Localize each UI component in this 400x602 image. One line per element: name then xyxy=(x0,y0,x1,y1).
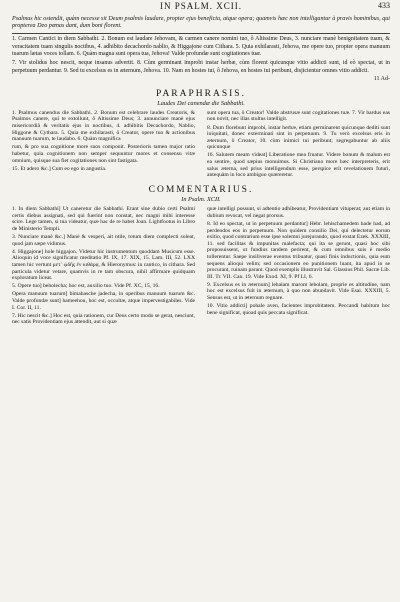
hymn-paragraph: 1. Carmen Cantici in diem Sabbathi. 2. Bonum est laudare Jehovam, & carmen canere nomini tuo, ô Altissime Deus, 3. nunciare manè benignitatem tuam, & veracitatem tuam singulis noctibus, 4. adhibito decachordo nablio, & Higgajone cum Cithara. 5. Quia exhilarasti, Jehova, me opere tuo, propter opera manuum tuarum lætas voces tollam. 6. Quàm magna sunt opera tua, Jehova! Valde profundæ sunt cogitationes tuæ. xyxy=(12,36,390,58)
commentary-note: Opera manuum tuarum] bimahasche jadecha, in operibus manuum tuarum &c. Valde profundæ sunt] hameehou, hoc est, occultæ, atque impervestigabiles. Vide I. Cor. II, 11. xyxy=(12,291,195,311)
commentarius-columns xyxy=(12,206,390,327)
commentary-note: 7. Hic nescit &c.] Hoc est, quia rationem, cur Deus certo modo se gerat, nesciunt, nec satis Providentiam ejus attendit, aut si quæ xyxy=(12,312,195,326)
section-subtitle-paraphrasis: Laudes Dei canendæ die Sabbathi. xyxy=(157,99,245,107)
section-title-commentarius: COMMENTARIUS. xyxy=(148,185,254,196)
catchword: 11 Ad- xyxy=(373,76,390,83)
commentary-note: 4. Higgajone] hole higgajon. Videtur hic instrumentum quoddam Musicum esse. Alioquin id voce significatur meditatio Pf. IX, 17. XIX, 15. Lam. III, 52. LXX tamen hic vertunt μετ᾽ ᾠδῆς ἐν κιθάρᾳ, & Hieronymus: in cantico, in cithara. Sed particula videtur vetare, quamvis in re tam obscura, nihil affirmare quidquam exploratum liceat. xyxy=(12,248,195,282)
running-head: IN PSALM. XCII. xyxy=(159,1,242,11)
paraphrasis-columns xyxy=(12,110,390,180)
psalm-summary: Psalmus hic ostendit, quàm necesse sit Deum psalmis laudare, propter ejus beneficia, atque opera; quamvis hæc non intelligantur à pravis hominibus, qui propterea Deo pœnas dant, dum boni florent. xyxy=(12,16,390,30)
commentary-note: 10. Vitio addicti] pohale aven, facientes improbitatem. Peccandi habitum hoc bene significat, quoad quis peccata significat. xyxy=(207,303,390,316)
commentarius-left-column xyxy=(12,206,195,327)
commentary-note: 8. Id eo spectat, ut in perpetuum perdantur] Hebr. lehischamedem hade had, ad perdendos eos in perpetuum. Non quidem consilio Dei, qui delectetur eorum exitio, quod contrarium esse ipse solemni jurejurando, quod exstat Ezek. XXXIII, 11. sed facilitas & impunitas malefacta; qui ita se gerunt, quasi hoc sibi proposuissent, ut fundius tandem perirent, & cum omnibus suis è medio tollerentur. Saepe insiliverae eventus tribuatur, quasi finis inductionis, quia eum sequens alioqui velim; sed occasionem eo punitionem luant, ita apud in se procurant, ruinam parant. Quod exemplis illustravit Sal. Glassius Phil. Sacræ Lib. III. Tr. VII. Can. 19. Vide Exod. XI, 9. Pf LI, 6. xyxy=(207,220,390,280)
paraphrasis-paragraph: 1. Psalmus canendus die Sabbathi. 2. Bonum est celebrare laudes Creatoris, & Psalmos canere, qui te extollunt, ô Altissime Deus; 3. annunciare manè ejus misericordiâ & veritatis ejus in noctibus, 4. adhibitis Decachordo, Nablio, Higgone & Cythara. 5. Quia me exhilarasti, ô Creator, opere tuo & actionibus manuum tuarum, te laudabo. 6. Quàm magnifica xyxy=(12,109,195,143)
commentary-note: 3. Nunciare manè &c.] Manè & vesperi, ait ntile, totum diem complecti soleat, quod jam sæpe vidimus. xyxy=(12,234,195,247)
page-header xyxy=(12,0,390,14)
section-subtitle-commentarius: In Psalm. XCII. xyxy=(181,196,221,204)
commentarius-right-column xyxy=(207,206,390,327)
section-title-paraphrasis: PARAPHRASIS. xyxy=(156,88,246,99)
hymn-paragraph: 7. Vir stolidus hoc nescit, neque insanus advertit. 8. Cùm germinant improbi instar herbæ, cùm florent quicunque vitio addicti sunt, id eò spectat, ut in perpetuum perdantur. 9. Sed tu excelsus es in æternum, Jehova. 10. Nam en hostes tui, ô Jehova, en hostes tui peribunt, disjicientur omnes vitio addicti. xyxy=(12,60,390,74)
paraphrasis-right-column xyxy=(207,110,390,180)
paraphrasis-paragraph: 16. Salutem meam videat] Liberatione mea fruatur. Videre bonum & malum est ea sentire, quod sæpius monuimus. Si Christiano more hæc interpreteris, erit salus æterna, sed prius intelligendum esse, perspice erit revelationem futuri, antequàm in loco ambiguo quæreretur. xyxy=(207,152,390,179)
commentary-note: 9. Excelsus es in æternum] lehalam marom lebolam, proprie es altitudine, nam hoc est excelsus fuit in æternum, à quo non abundavit. Vide Esai. XXXIII, 5. Sensus est, ut in æternum regnare. xyxy=(207,281,390,301)
paraphrasis-paragraph: rum, & pro sua cognitione more suos componit. Posterioris tamen major ratio habetur, quia cognitionem non semper sequuntur mores et consensu vitæ omnium, quisque sua fiet cogitationes non sint fastigata. xyxy=(12,144,195,164)
paraphrasis-left-column xyxy=(12,110,195,180)
paraphrasis-paragraph: 8. Dum florebunt improbi, instar herbæ, etiam germinarent quicunque dediti sunt iniquitati, donec exterminati sint in perpetuum. 9. Tu verò excelsus eris in æternum, ô Creator, 10. cùm inimici tui peribunt; segregabuntur ab aliis quicunque xyxy=(207,124,390,151)
commentary-note: quæ intelligi possunt, si adtentio adhibeatur, Providentiam vituperat; aut etiam in dubium revocat, vel negat prorsus. xyxy=(207,206,390,219)
divider xyxy=(12,33,390,34)
paraphrasis-paragraph: 15. Et adero &c.] Cum eo ego in angustia. xyxy=(12,165,107,172)
paraphrasis-paragraph: sunt opera tua, ô Creator! Valde abstrusæ sunt cogitationes tuæ. 7. Vir bardus eas non novit, nec illas stultus intelligit. xyxy=(207,109,390,123)
page-number: 433 xyxy=(378,1,390,10)
hymn-text xyxy=(12,36,390,83)
commentary-note: 5. Opere tuo] beholecha; hoc est, auxilio tuo. Vide Pf. XC, 15, 16. xyxy=(12,283,160,290)
commentary-note: 1. In diem Sabbathi] Ut caneretur die Sabbathi. Erant sine dubio certi Psalmi certis diebus assignati, sed qui fuerint non constat, nec magni mihi interesse scire. Lege tamen, si tua videatur, quæ hac de re habet Joan. Lightfootus in Libro de Ministerio Templi. xyxy=(12,206,195,233)
